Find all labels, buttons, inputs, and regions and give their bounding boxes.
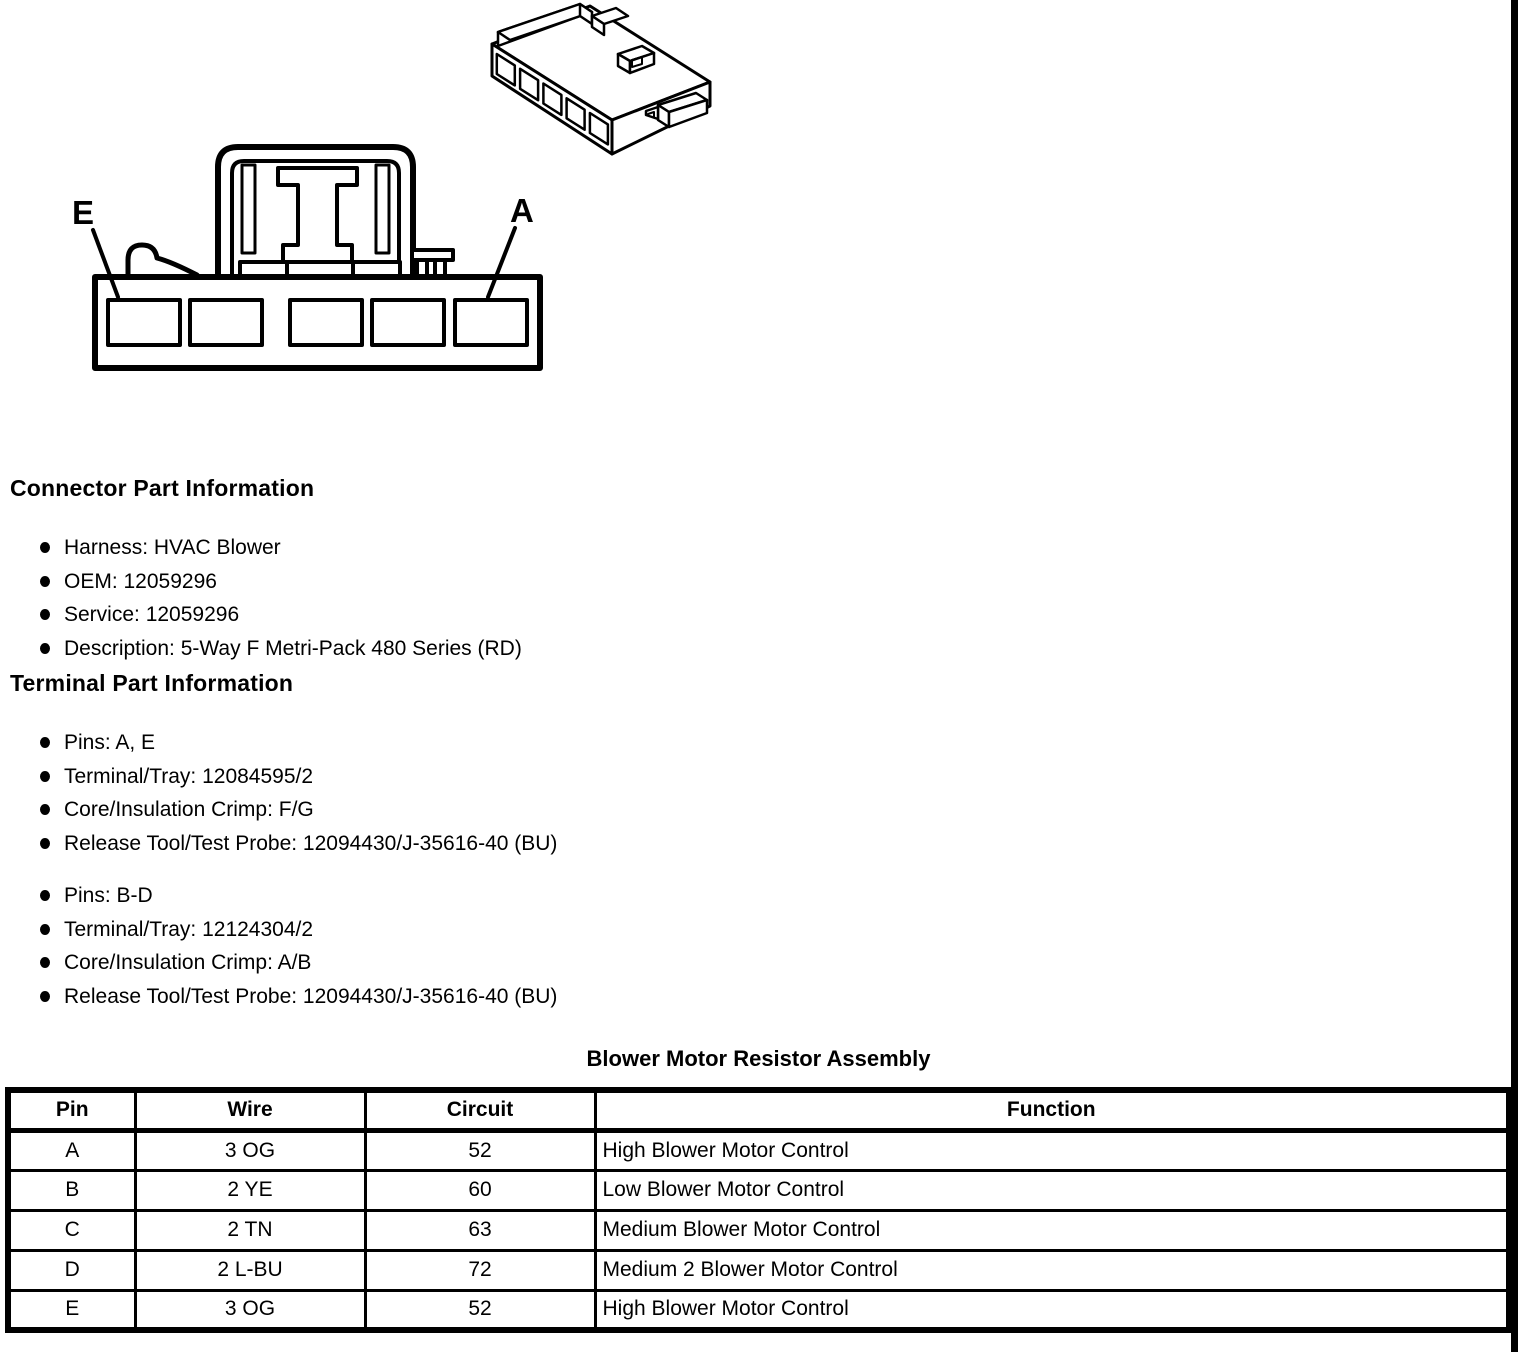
list-item-text: Core/Insulation Crimp: A/B [64, 951, 312, 974]
circuit-column-header: Circuit [365, 1090, 595, 1130]
pin-cell: D [8, 1250, 135, 1290]
pin-label-e: E [72, 194, 95, 231]
list-item [10, 598, 522, 632]
bullet-icon [40, 542, 50, 553]
list-item-text: Service: 12059296 [64, 603, 240, 626]
table-row [8, 1170, 1509, 1210]
terminal-info-heading: Terminal Part Information [10, 670, 294, 696]
function-cell: High Blower Motor Control [595, 1130, 1509, 1170]
bullet-icon [40, 804, 50, 815]
function-cell: High Blower Motor Control [595, 1290, 1509, 1330]
list-item-text: Terminal/Tray: 12084595/2 [64, 764, 314, 788]
pin-cell: C [8, 1210, 135, 1250]
page-border [1511, 0, 1518, 1352]
list-item [10, 760, 557, 794]
lock-frame [218, 147, 413, 277]
list-item-text: Harness: HVAC Blower [64, 536, 281, 559]
cavity-windows-front [108, 300, 527, 345]
connector-info-heading: Connector Part Information [10, 475, 315, 501]
connector-front-view-drawing [60, 140, 545, 380]
list-item [10, 632, 522, 666]
bullet-icon [40, 576, 50, 587]
list-item-text: Release Tool/Test Probe: 12094430/J-35616-40 (BU) [64, 831, 558, 855]
bullet-icon [40, 609, 50, 620]
wire-cell: 3 OG [135, 1290, 365, 1330]
table-row [8, 1250, 1509, 1290]
list-item [10, 980, 557, 1014]
circuit-cell: 63 [365, 1210, 595, 1250]
bullet-icon [40, 890, 50, 901]
list-item [10, 913, 557, 947]
function-cell: Medium Blower Motor Control [595, 1210, 1509, 1250]
table-row [8, 1130, 1509, 1170]
list-item [10, 565, 522, 599]
terminal-info-list-pins-bd [10, 879, 557, 1013]
function-cell: Medium 2 Blower Motor Control [595, 1250, 1509, 1290]
function-column-header: Function [595, 1090, 1509, 1130]
bullet-icon [40, 771, 50, 782]
list-item [10, 793, 557, 827]
circuit-cell: 52 [365, 1130, 595, 1170]
list-item [10, 726, 557, 760]
left-bump [128, 245, 197, 277]
list-item-text: Description: 5-Way F Metri-Pack 480 Series (RD) [64, 636, 522, 660]
wire-column-header: Wire [135, 1090, 365, 1130]
terminal-info-list-pins-ae [10, 726, 557, 860]
bullet-icon [40, 924, 50, 935]
pin-cell: A [8, 1130, 135, 1170]
list-item-text: Pins: A, E [64, 731, 156, 754]
list-item-text: Release Tool/Test Probe: 12094430/J-35616-40 (BU) [64, 984, 558, 1008]
table-title: Blower Motor Resistor Assembly [586, 1046, 931, 1071]
wire-cell: 2 YE [135, 1170, 365, 1210]
connector-info-list [10, 531, 522, 665]
wire-cell: 3 OG [135, 1130, 365, 1170]
list-item [10, 879, 557, 913]
pin-cell: B [8, 1170, 135, 1210]
pin-label-a: A [510, 192, 534, 229]
pin-column-header: Pin [8, 1090, 135, 1130]
bullet-icon [40, 991, 50, 1002]
circuit-cell: 72 [365, 1250, 595, 1290]
bullet-icon [40, 643, 50, 654]
table-row [8, 1290, 1509, 1330]
bullet-icon [40, 957, 50, 968]
table-row [8, 1210, 1509, 1250]
right-tab [412, 250, 453, 277]
pinout-table [5, 1087, 1512, 1333]
list-item [10, 827, 557, 861]
list-item-text: OEM: 12059296 [64, 569, 217, 593]
circuit-cell: 60 [365, 1170, 595, 1210]
wire-cell: 2 L-BU [135, 1250, 365, 1290]
bullet-icon [40, 737, 50, 748]
function-cell: Low Blower Motor Control [595, 1170, 1509, 1210]
wire-cell: 2 TN [135, 1210, 365, 1250]
circuit-cell: 52 [365, 1290, 595, 1330]
list-item [10, 531, 522, 565]
list-item-text: Core/Insulation Crimp: F/G [64, 798, 314, 821]
bullet-icon [40, 838, 50, 849]
list-item-text: Terminal/Tray: 12124304/2 [64, 917, 314, 941]
table-header-row [8, 1090, 1509, 1130]
list-item-text: Pins: B-D [64, 884, 153, 907]
pin-cell: E [8, 1290, 135, 1330]
list-item [10, 946, 557, 980]
